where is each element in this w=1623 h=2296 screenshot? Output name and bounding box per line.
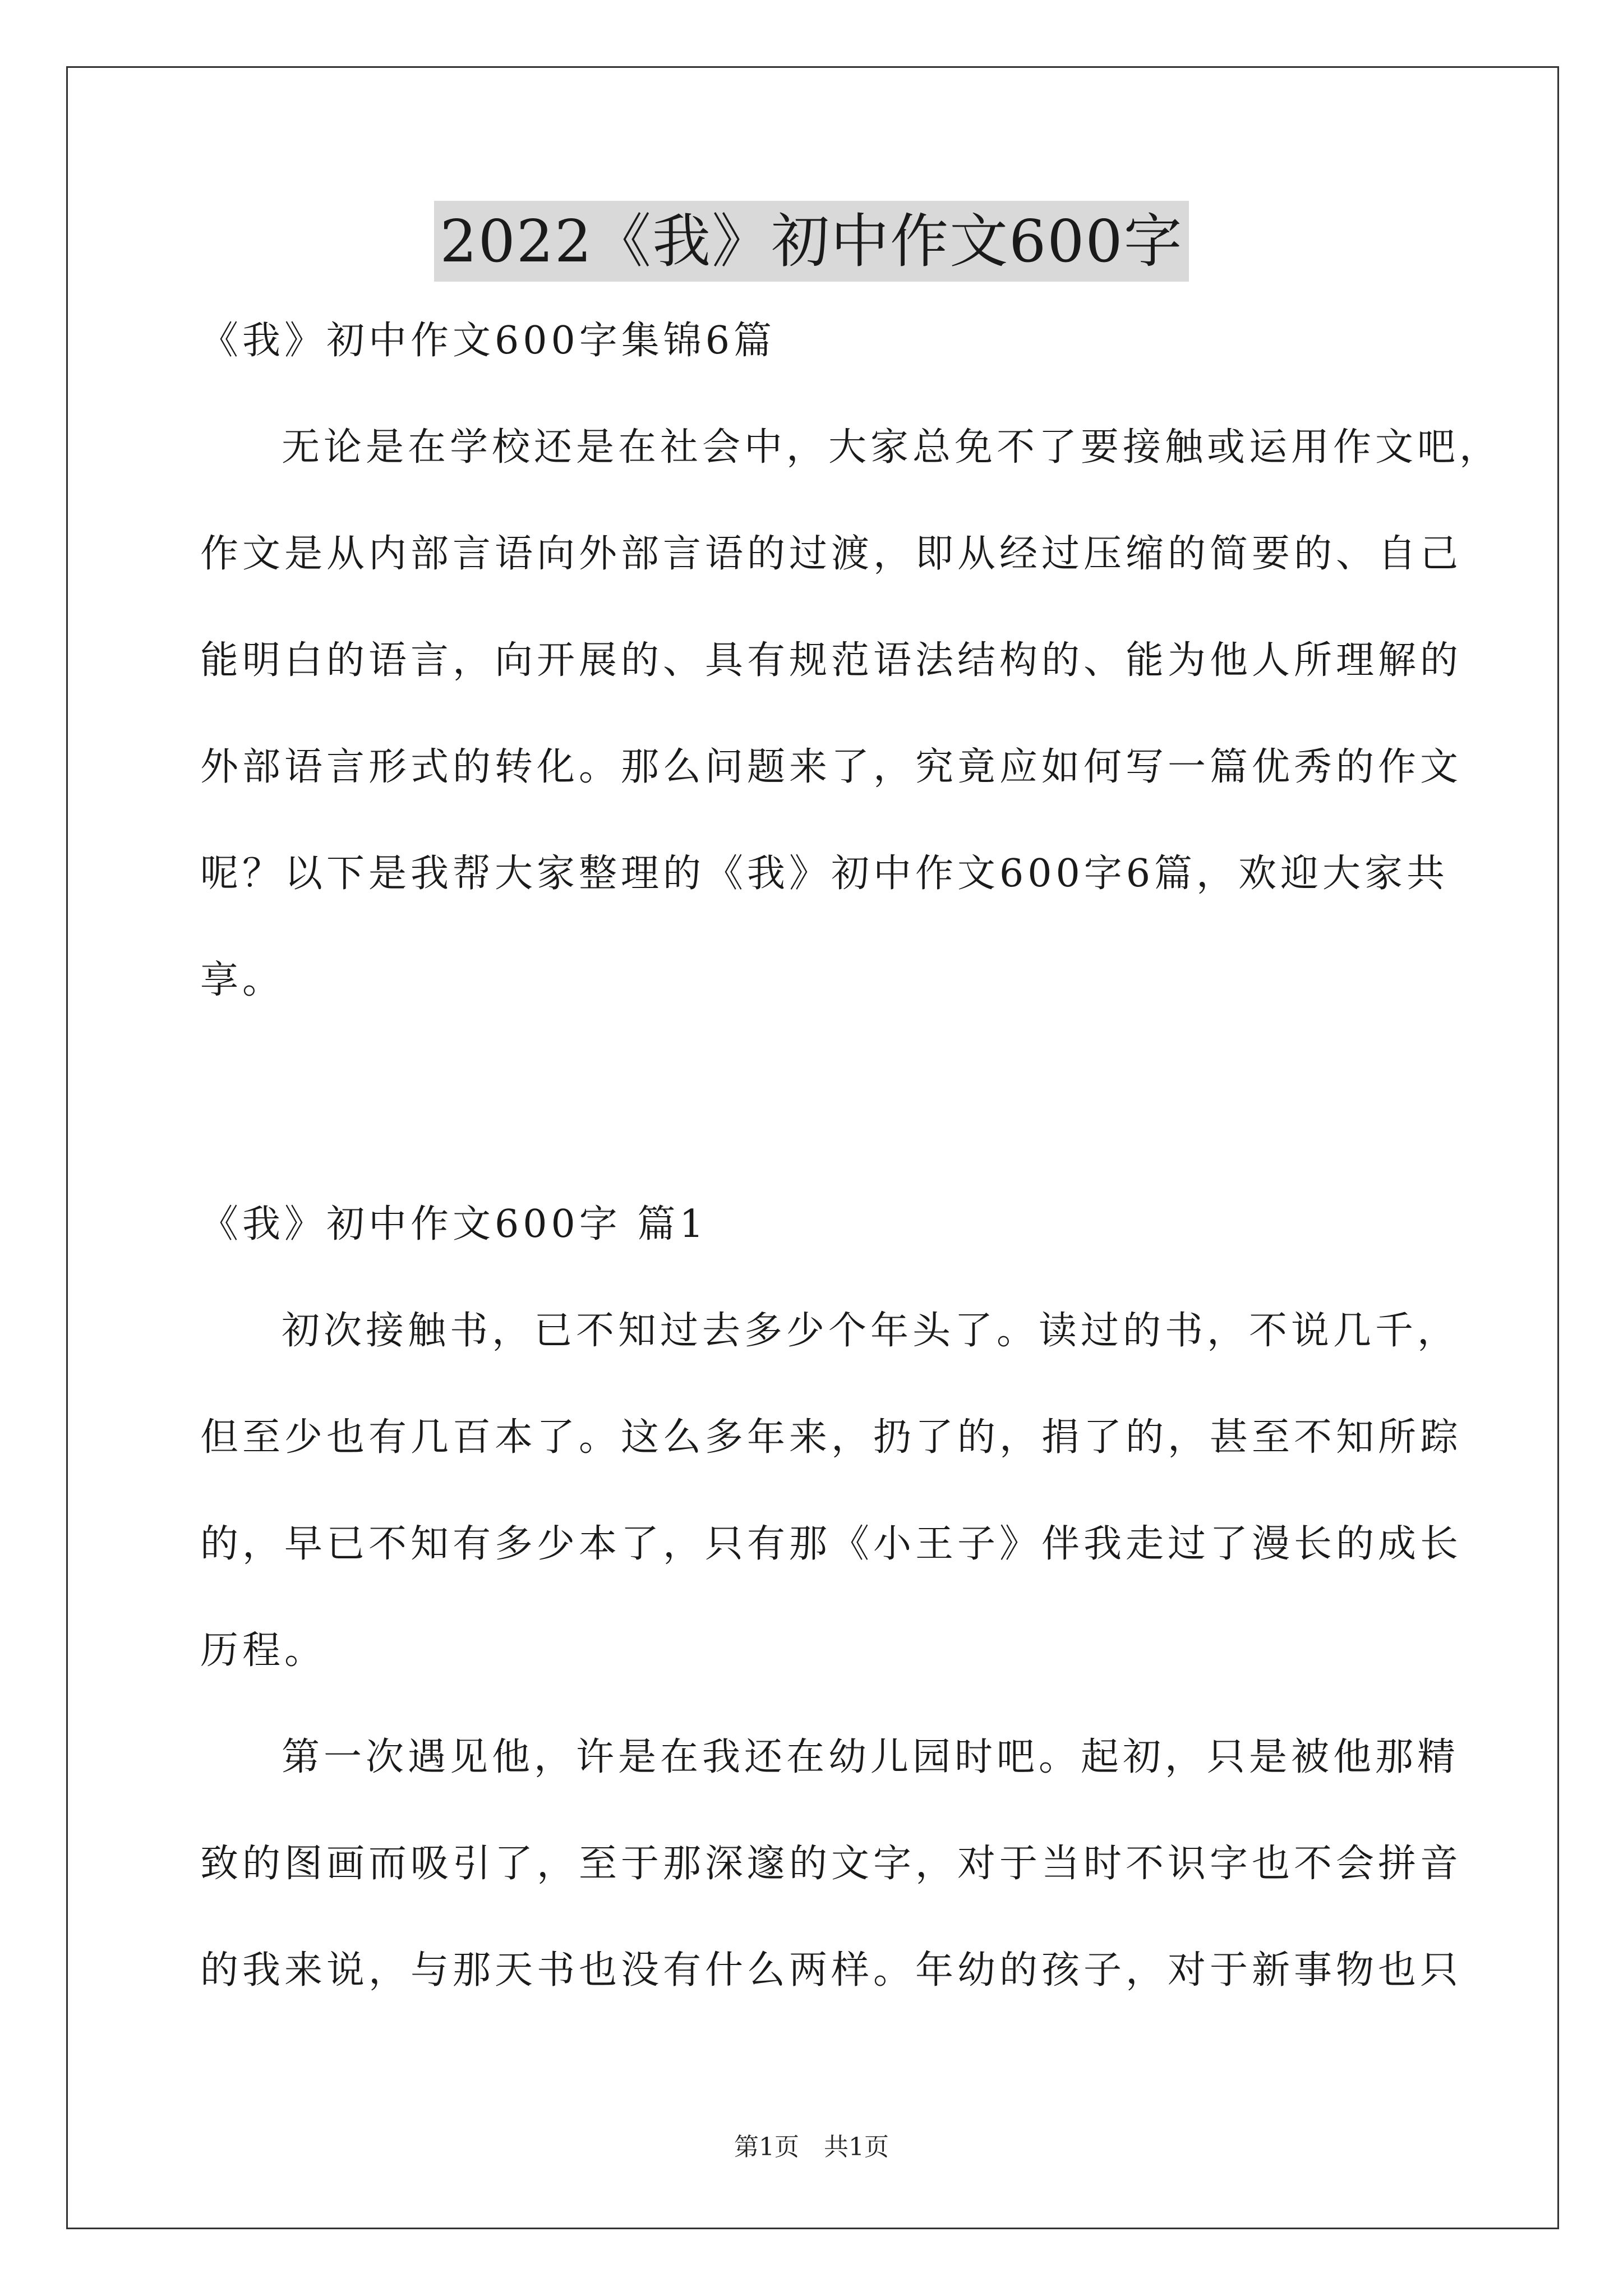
paragraph-line: 初次接触书，已不知过去多少个年头了。读过的书，不说几千，: [282, 1309, 1460, 1353]
intro-line: 能明白的语言，向开展的、具有规范语法结构的、能为他人所理解的: [200, 638, 1463, 683]
intro-line: 呢？以下是我帮大家整理的《我》初中作文600字6篇，欢迎大家共: [200, 852, 1449, 896]
intro-line: 外部语言形式的转化。那么问题来了，究竟应如何写一篇优秀的作文: [200, 745, 1463, 789]
paragraph-line: 的，早已不知有多少本了，只有那《小王子》伴我走过了漫长的成长: [200, 1522, 1463, 1566]
intro-line: 无论是在学校还是在社会中，大家总免不了要接触或运用作文吧，: [282, 425, 1502, 470]
paragraph-line: 第一次遇见他，许是在我还在幼儿园时吧。起初，只是被他那精: [282, 1735, 1460, 1779]
paragraph-line: 历程。: [200, 1628, 327, 1673]
intro-line: 享。: [200, 958, 285, 1002]
page-number-footer: 第1页 共1页: [734, 2133, 889, 2161]
paragraph-line: 但至少也有几百本了。这么多年来，扔了的，捐了的，甚至不知所踪: [200, 1415, 1463, 1460]
document-subtitle: 《我》初中作文600字集锦6篇: [200, 319, 776, 363]
title-container: [0, 201, 1623, 282]
paragraph-line: 致的图画而吸引了，至于那深邃的文字，对于当时不识字也不会拼音: [200, 1842, 1463, 1886]
page-border: [66, 66, 1559, 2229]
section-heading: 《我》初中作文600字 篇1: [200, 1202, 708, 1246]
intro-line: 作文是从内部言语向外部言语的过渡，即从经过压缩的简要的、自己: [200, 532, 1463, 576]
paragraph-line: 的我来说，与那天书也没有什么两样。年幼的孩子，对于新事物也只: [200, 1948, 1463, 1993]
document-title: 2022《我》初中作文600字: [434, 201, 1188, 282]
